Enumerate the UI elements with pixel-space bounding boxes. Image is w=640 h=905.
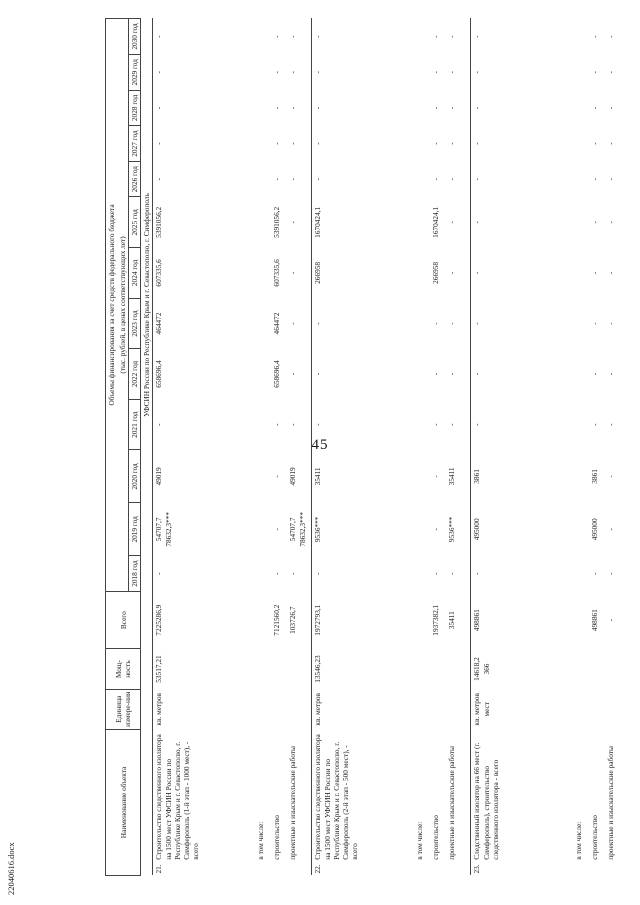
row-year-value: - (288, 423, 298, 426)
row-unit: кв. метров (153, 689, 256, 729)
row-year-value: - (288, 271, 298, 275)
row-number (589, 862, 605, 876)
row-year-value: 54707,7 78632,3*** (153, 503, 256, 556)
table-row (430, 19, 446, 876)
row-year-value (573, 90, 589, 126)
table-row (312, 19, 415, 876)
row-year-value: 9536*** (312, 503, 415, 556)
row-year-value: 266958 (312, 248, 415, 299)
row-year-value: - (447, 221, 457, 224)
row-year-value: - (471, 161, 574, 197)
row-year-value: 3861 (471, 450, 574, 503)
row-year-value: - (590, 177, 600, 181)
row-year-value: - (606, 221, 616, 224)
row-year-value: - (590, 35, 600, 38)
row-year-value: - (272, 71, 282, 74)
row-capacity (255, 649, 271, 689)
page-number: 45 (311, 437, 329, 453)
row-year-value: 464472 (153, 298, 256, 349)
row-year-value: - (272, 572, 282, 575)
header-unit: Единица измере-ния (106, 689, 141, 729)
row-number: 22. (312, 862, 415, 876)
row-year-value (255, 161, 271, 197)
header-year: 2024 год (129, 248, 141, 299)
row-year-value: - (272, 177, 282, 181)
row-year-value: 658696,4 (272, 360, 282, 388)
row-year-value: - (606, 106, 616, 110)
row-year-value: - (606, 372, 616, 376)
row-number (605, 862, 629, 876)
row-year-value: 49019 (153, 450, 256, 503)
row-name: Строительство следственного изолятора на 1500 мест УФСИН России по Республике Крым и г. Севастополю, г. Симферополь (1-й этап - 1000 мест), - всего (153, 729, 256, 861)
row-year-value: - (590, 271, 600, 275)
row-year-value (255, 556, 271, 592)
header-year: 2018 год (129, 556, 141, 592)
header-year: 2025 год (129, 197, 141, 248)
row-year-value: - (471, 298, 574, 349)
row-year-value: - (431, 71, 441, 74)
row-year-value (414, 349, 430, 400)
row-year-value: 3861 (590, 469, 600, 484)
row-total: - (606, 618, 616, 622)
row-year-value: - (272, 475, 282, 478)
row-unit (573, 689, 589, 729)
row-year-value: - (153, 90, 256, 126)
row-year-value: 1670424,1 (431, 206, 441, 238)
document-code: 22040616.docx (6, 842, 16, 895)
row-total: 103726,7 (288, 606, 298, 634)
row-total: 1972793,1 (312, 591, 415, 649)
table-row (573, 19, 589, 876)
row-year-value: - (471, 399, 574, 450)
row-year-value: - (590, 142, 600, 145)
header-year: 2020 год (129, 450, 141, 503)
row-number (573, 862, 589, 876)
row-year-value: - (590, 372, 600, 376)
row-number (271, 862, 287, 876)
row-year-value (414, 90, 430, 126)
section-title: УФСИН России по Республике Крым и г. Севастополю, г. Симферополь (142, 193, 152, 417)
row-year-value: - (447, 106, 457, 110)
row-year-value (414, 19, 430, 55)
row-unit (255, 689, 271, 729)
row-year-value: 35411 (447, 467, 457, 486)
row-year-value: - (431, 423, 441, 426)
row-year-value: - (590, 106, 600, 110)
row-total (255, 591, 271, 649)
row-year-value: - (606, 322, 616, 325)
table-row (153, 19, 256, 876)
header-year: 2028 год (129, 90, 141, 126)
row-year-value: - (471, 248, 574, 299)
row-year-value: - (288, 221, 298, 224)
row-capacity (589, 649, 605, 689)
row-year-value: - (447, 142, 457, 145)
row-unit (605, 689, 629, 729)
table-row (605, 19, 629, 876)
row-total: 498861 (590, 609, 600, 632)
row-year-value: - (288, 372, 298, 376)
row-year-value: - (447, 35, 457, 38)
row-year-value: - (590, 322, 600, 325)
row-year-value: - (431, 528, 441, 531)
row-year-value: - (312, 19, 415, 55)
row-name: проектные и изыскательские работы (447, 746, 457, 860)
row-year-value: - (431, 142, 441, 145)
row-year-value: 658696,4 (153, 349, 256, 400)
row-year-value (414, 54, 430, 90)
row-year-value: 9536*** (447, 516, 457, 543)
row-number: 23. (471, 862, 574, 876)
row-total (573, 591, 589, 649)
header-name: Наименование объекта (106, 729, 141, 875)
header-year: 2027 год (129, 126, 141, 162)
row-year-value: - (153, 161, 256, 197)
row-year-value: - (312, 556, 415, 592)
row-year-value (573, 349, 589, 400)
row-name: в том числе: (574, 821, 584, 860)
financing-table (105, 18, 629, 876)
row-year-value (414, 126, 430, 162)
row-year-value (573, 556, 589, 592)
row-year-value: - (447, 572, 457, 575)
row-name: строительство (590, 815, 600, 860)
row-year-value (573, 399, 589, 450)
row-capacity (430, 649, 446, 689)
row-capacity: 53517,21 (153, 649, 256, 689)
row-year-value: - (312, 298, 415, 349)
row-year-value: - (606, 475, 616, 478)
row-year-value: - (153, 126, 256, 162)
row-year-value: 495000 (471, 503, 574, 556)
row-year-value: 607335,6 (272, 259, 282, 287)
row-year-value: - (447, 71, 457, 74)
table-row (589, 19, 605, 876)
row-unit: кв. метров мест (471, 689, 574, 729)
header-year: 2030 год (129, 19, 141, 55)
row-year-value (255, 90, 271, 126)
row-total: 1937382,1 (431, 604, 441, 636)
row-year-value (255, 503, 271, 556)
row-year-value (573, 19, 589, 55)
row-year-value (573, 450, 589, 503)
row-year-value: - (288, 35, 298, 38)
row-year-value (255, 298, 271, 349)
row-year-value: - (447, 423, 457, 426)
row-year-value (414, 197, 430, 248)
row-year-value: - (153, 556, 256, 592)
row-year-value: - (471, 54, 574, 90)
row-year-value (573, 248, 589, 299)
row-number: 21. (153, 862, 256, 876)
row-name: в том числе: (256, 821, 266, 860)
row-year-value (255, 248, 271, 299)
row-name: Следственный изолятор на 66 мест (г. Симферополь), строительство следственного изолятора - всего (471, 729, 574, 861)
row-year-value: 1670424,1 (312, 197, 415, 248)
table-row (287, 19, 312, 876)
row-capacity (271, 649, 287, 689)
row-year-value: - (431, 322, 441, 325)
row-year-value: - (288, 71, 298, 74)
row-number (446, 862, 471, 876)
row-year-value: - (288, 106, 298, 110)
row-year-value (573, 161, 589, 197)
row-year-value: - (288, 142, 298, 145)
row-year-value: - (272, 35, 282, 38)
row-year-value: - (447, 177, 457, 181)
header-group-subtitle: (тыс. рублей, в ценах соответствующих лет) (117, 19, 129, 592)
row-year-value: - (606, 423, 616, 426)
row-name: строительство (431, 815, 441, 860)
row-year-value: - (471, 197, 574, 248)
row-year-value: 495000 (590, 518, 600, 541)
row-year-value: - (471, 126, 574, 162)
row-year-value: - (606, 177, 616, 181)
row-year-value: - (590, 572, 600, 575)
row-year-value: 35411 (312, 450, 415, 503)
table-row (414, 19, 430, 876)
header-total: Всего (106, 591, 141, 649)
row-year-value: - (153, 54, 256, 90)
row-year-value: - (272, 528, 282, 531)
row-year-value (573, 298, 589, 349)
row-year-value: 54707,7 78632,3*** (288, 512, 307, 547)
row-year-value: 5391056,2 (153, 197, 256, 248)
row-year-value: - (312, 54, 415, 90)
row-unit (589, 689, 605, 729)
row-year-value: - (312, 161, 415, 197)
row-name: проектные и изыскательские работы (288, 746, 298, 860)
row-year-value: - (431, 372, 441, 376)
row-year-value: - (153, 19, 256, 55)
row-year-value: - (312, 126, 415, 162)
row-number (255, 862, 271, 876)
row-year-value: - (471, 19, 574, 55)
header-year: 2022 год (129, 349, 141, 400)
row-year-value: - (431, 177, 441, 181)
table-row (471, 19, 574, 876)
row-year-value: - (272, 142, 282, 145)
row-year-value: - (431, 475, 441, 478)
row-year-value (573, 197, 589, 248)
row-total: 35411 (447, 611, 457, 630)
header-year: 2023 год (129, 298, 141, 349)
row-year-value: - (471, 349, 574, 400)
row-year-value: - (312, 349, 415, 400)
row-number (414, 862, 430, 876)
row-name: строительство (272, 815, 282, 860)
row-name: Строительство следственного изолятора на 1500 мест УФСИН России по Республике Крым и г. Севастополю, г. Симферополь (2-й этап - 500 мест), - всего (312, 729, 415, 861)
row-year-value: 266958 (431, 261, 441, 284)
table-row (446, 19, 471, 876)
row-capacity: 14618,2 366 (471, 649, 574, 689)
row-year-value: - (312, 90, 415, 126)
row-year-value: - (447, 271, 457, 275)
row-capacity (414, 649, 430, 689)
row-year-value: - (590, 423, 600, 426)
row-unit (446, 689, 471, 729)
row-number (430, 862, 446, 876)
row-year-value: - (606, 71, 616, 74)
row-year-value: - (606, 142, 616, 145)
row-year-value (573, 54, 589, 90)
row-year-value: - (447, 372, 457, 376)
row-name: в том числе: (415, 821, 425, 860)
row-year-value: - (606, 35, 616, 38)
table-body (141, 19, 630, 876)
row-year-value: 5391056,2 (272, 206, 282, 238)
row-year-value: - (288, 322, 298, 325)
row-capacity (605, 649, 629, 689)
table-row (255, 19, 271, 876)
row-year-value (414, 503, 430, 556)
table-header (106, 19, 141, 876)
row-year-value (255, 399, 271, 450)
row-year-value (414, 556, 430, 592)
row-year-value: - (447, 322, 457, 325)
row-year-value: - (153, 399, 256, 450)
row-capacity (573, 649, 589, 689)
row-year-value: - (606, 271, 616, 275)
row-year-value (414, 450, 430, 503)
row-unit (414, 689, 430, 729)
row-capacity (287, 649, 312, 689)
row-year-value: - (431, 35, 441, 38)
row-unit (430, 689, 446, 729)
row-year-value: - (590, 71, 600, 74)
row-name: проектные и изыскательские работы (606, 746, 616, 860)
row-year-value (573, 503, 589, 556)
table-row (271, 19, 287, 876)
row-year-value (414, 161, 430, 197)
row-capacity (446, 649, 471, 689)
row-year-value: - (272, 423, 282, 426)
row-unit (271, 689, 287, 729)
row-year-value: - (606, 528, 616, 531)
row-year-value (414, 399, 430, 450)
row-year-value (255, 54, 271, 90)
row-year-value (255, 450, 271, 503)
row-year-value: - (312, 399, 415, 450)
row-capacity: 13546,23 (312, 649, 415, 689)
row-year-value (255, 349, 271, 400)
row-year-value: - (431, 106, 441, 110)
row-year-value (255, 197, 271, 248)
row-year-value (414, 298, 430, 349)
row-year-value: - (272, 106, 282, 110)
row-year-value: - (471, 90, 574, 126)
row-year-value: - (606, 572, 616, 575)
row-year-value: 464472 (272, 312, 282, 335)
header-year: 2029 год (129, 54, 141, 90)
row-year-value (255, 19, 271, 55)
row-total: 7225286,9 (153, 591, 256, 649)
header-year: 2021 год (129, 399, 141, 450)
row-total (414, 591, 430, 649)
row-year-value: - (471, 556, 574, 592)
row-year-value: - (431, 572, 441, 575)
row-year-value (255, 126, 271, 162)
row-year-value (414, 248, 430, 299)
row-number (287, 862, 312, 876)
row-year-value: - (288, 177, 298, 181)
row-year-value (573, 126, 589, 162)
row-year-value: - (288, 572, 298, 575)
section-row (141, 19, 153, 876)
row-unit: кв. метров (312, 689, 415, 729)
header-year: 2026 год (129, 161, 141, 197)
row-total: 7121560,2 (272, 604, 282, 636)
row-total: 498861 (471, 591, 574, 649)
row-unit (287, 689, 312, 729)
header-year: 2019 год (129, 503, 141, 556)
row-year-value: 49019 (288, 467, 298, 486)
header-capacity: Мощ-ность (106, 649, 141, 689)
row-year-value: - (590, 221, 600, 224)
header-group-title: Объемы финансирования за счет средств федерального бюджета (106, 19, 118, 592)
rotated-table-container (105, 18, 616, 876)
row-year-value: 607335,6 (153, 248, 256, 299)
